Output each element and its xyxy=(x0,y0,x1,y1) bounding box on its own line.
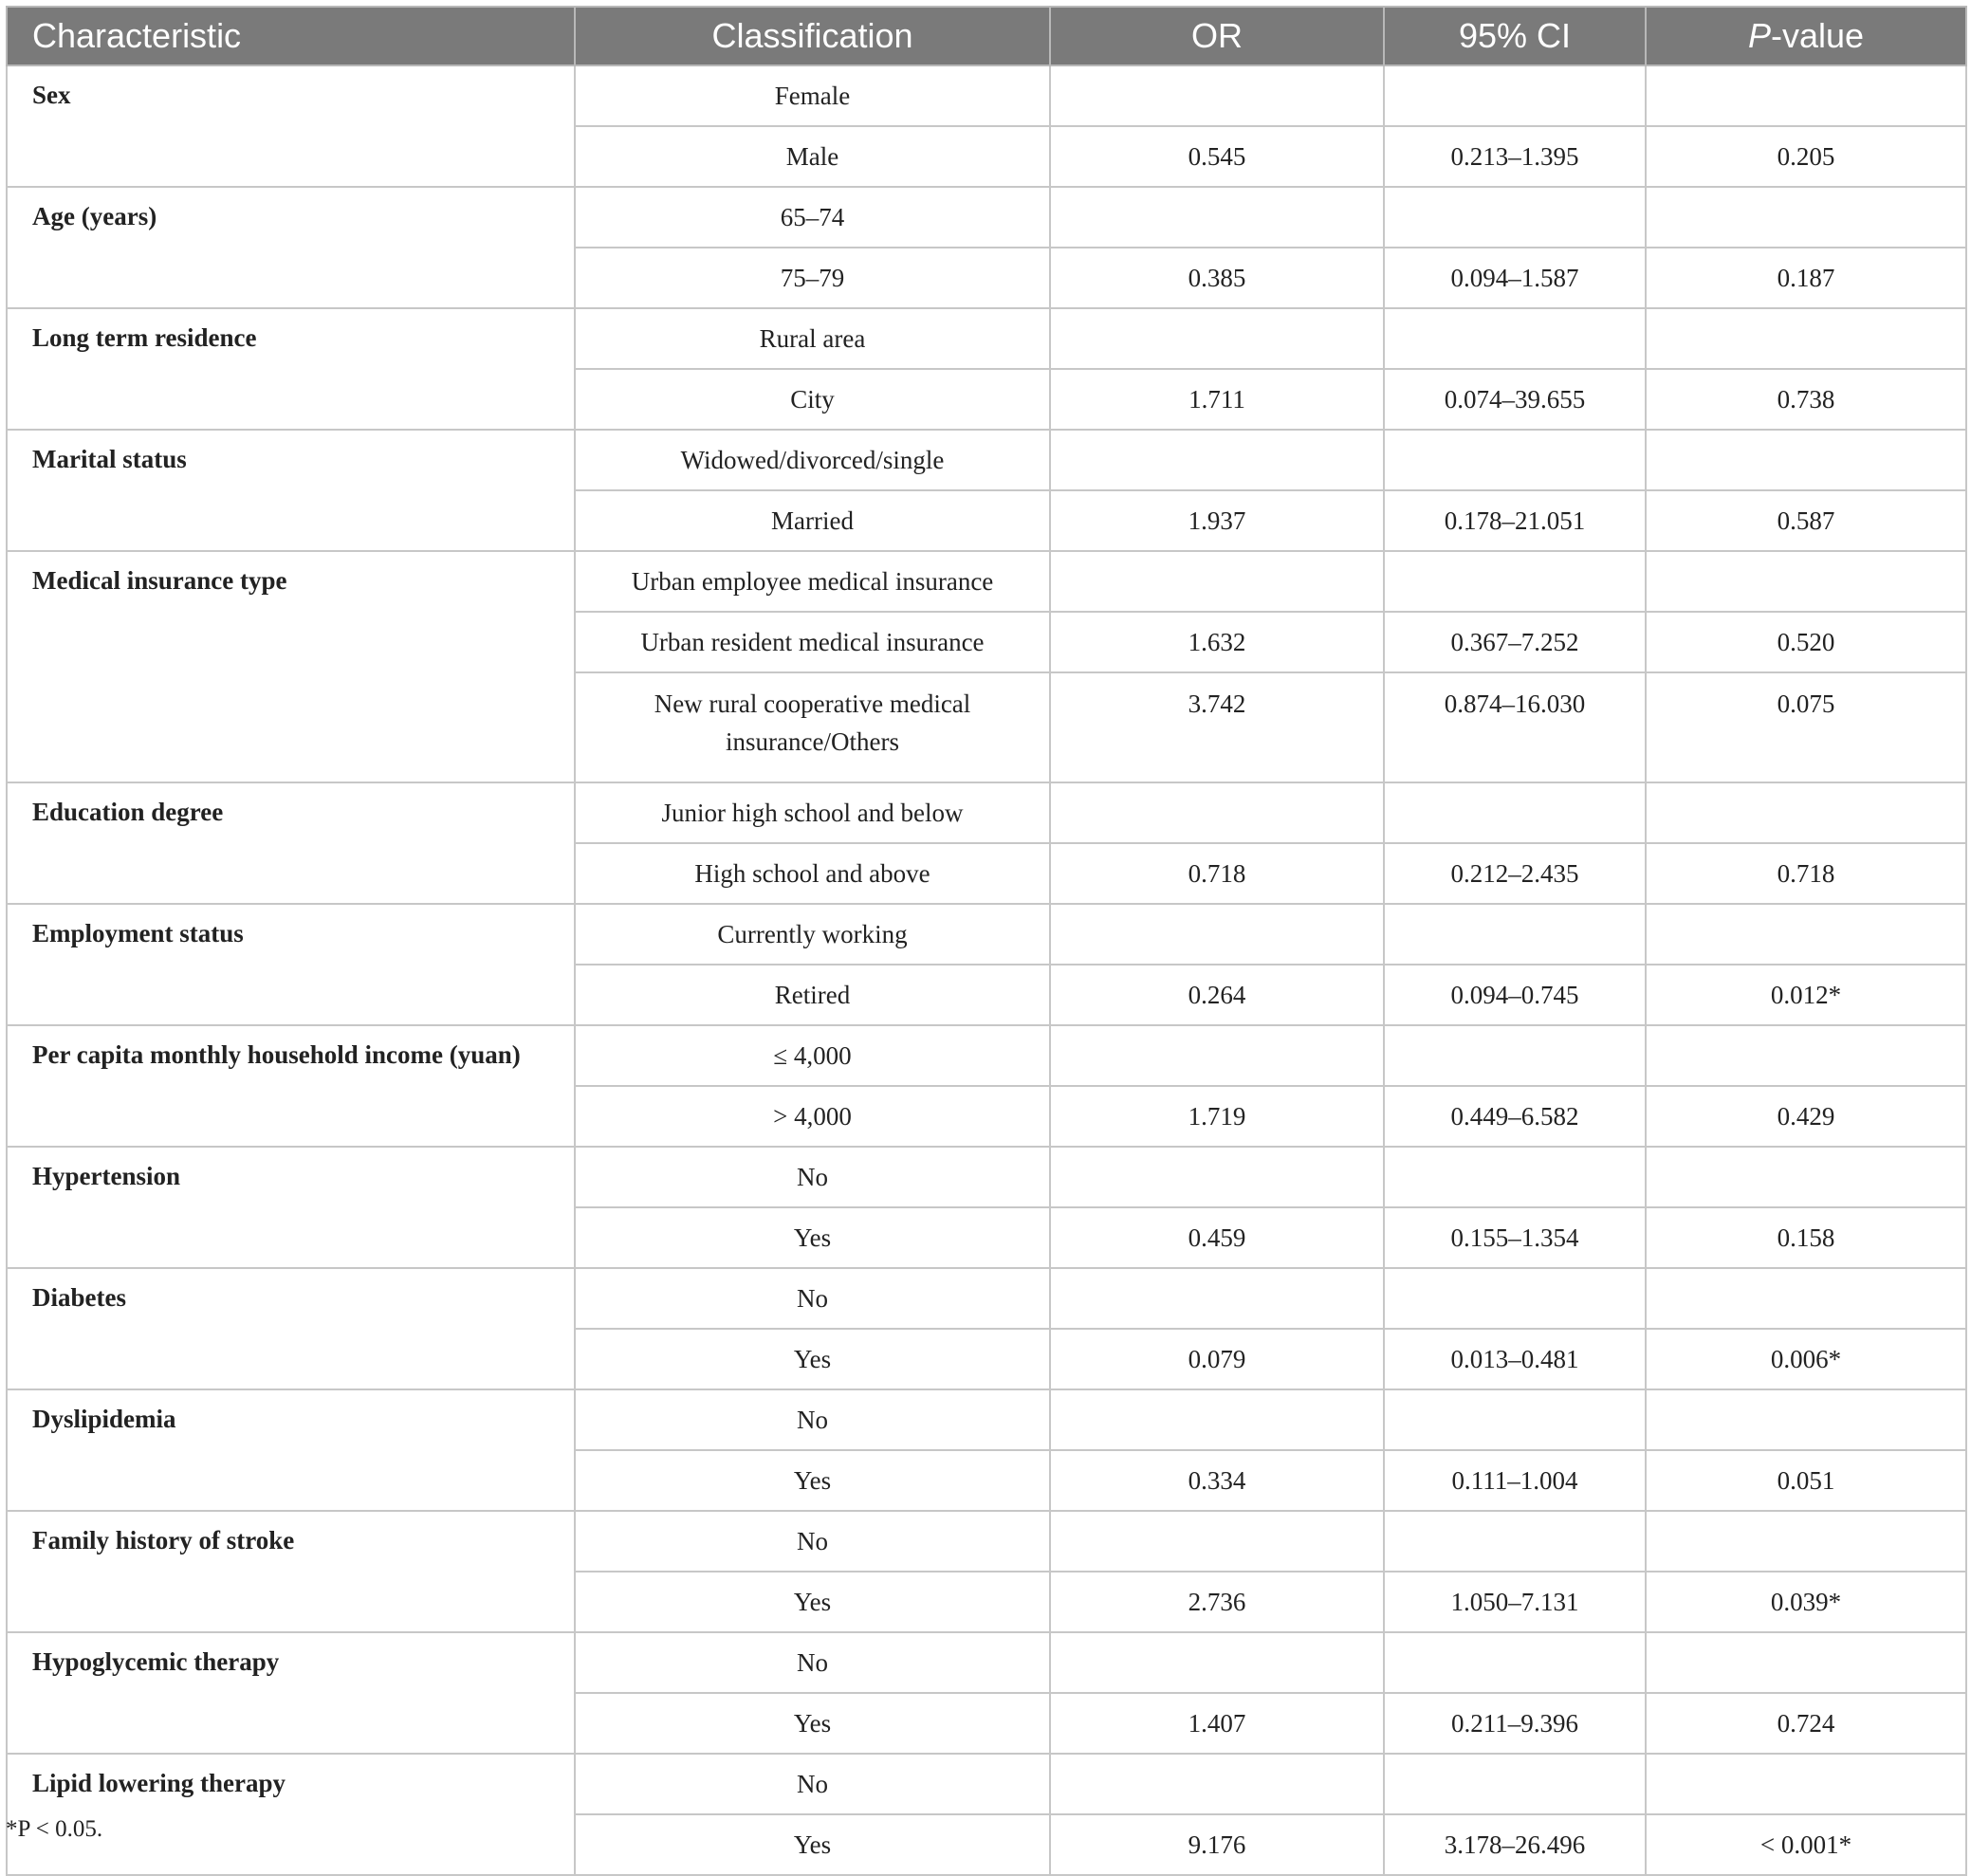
classification-cell: > 4,000 xyxy=(575,1086,1050,1147)
p-value-cell xyxy=(1646,1754,1966,1814)
characteristic-cell: Per capita monthly household income (yuan) xyxy=(7,1025,575,1147)
characteristic-cell: Diabetes xyxy=(7,1268,575,1389)
classification-cell: Urban resident medical insurance xyxy=(575,612,1050,672)
characteristic-cell: Education degree xyxy=(7,782,575,904)
or-cell xyxy=(1050,1632,1384,1693)
p-value-cell: 0.205 xyxy=(1646,126,1966,187)
p-value-cell: 0.006* xyxy=(1646,1329,1966,1389)
header-classification: Classification xyxy=(575,7,1050,65)
table-row xyxy=(7,1025,1966,1086)
table-row xyxy=(7,1511,1966,1572)
table-row xyxy=(7,65,1966,126)
characteristic-cell: Age (years) xyxy=(7,187,575,308)
ci-cell: 0.213–1.395 xyxy=(1384,126,1646,187)
p-value-cell xyxy=(1646,1147,1966,1207)
ci-cell: 0.449–6.582 xyxy=(1384,1086,1646,1147)
ci-cell: 0.094–1.587 xyxy=(1384,248,1646,308)
classification-cell: Urban employee medical insurance xyxy=(575,551,1050,612)
ci-cell xyxy=(1384,187,1646,248)
classification-cell: 65–74 xyxy=(575,187,1050,248)
table-body xyxy=(7,65,1966,1875)
or-cell: 0.459 xyxy=(1050,1207,1384,1268)
ci-cell: 0.094–0.745 xyxy=(1384,965,1646,1025)
or-cell xyxy=(1050,1754,1384,1814)
table-row xyxy=(7,430,1966,490)
or-cell xyxy=(1050,1268,1384,1329)
p-value-cell xyxy=(1646,308,1966,369)
p-value-cell: < 0.001* xyxy=(1646,1814,1966,1875)
p-value-cell xyxy=(1646,904,1966,965)
classification-cell: Junior high school and below xyxy=(575,782,1050,843)
ci-cell xyxy=(1384,65,1646,126)
or-cell: 0.264 xyxy=(1050,965,1384,1025)
p-value-cell xyxy=(1646,551,1966,612)
header-p-rest: -value xyxy=(1770,16,1865,55)
p-value-cell xyxy=(1646,430,1966,490)
ci-cell: 0.367–7.252 xyxy=(1384,612,1646,672)
classification-cell: Male xyxy=(575,126,1050,187)
or-cell xyxy=(1050,1025,1384,1086)
ci-cell: 3.178–26.496 xyxy=(1384,1814,1646,1875)
classification-cell: Retired xyxy=(575,965,1050,1025)
ci-cell xyxy=(1384,1268,1646,1329)
or-cell: 1.632 xyxy=(1050,612,1384,672)
table-row xyxy=(7,904,1966,965)
p-value-cell: 0.724 xyxy=(1646,1693,1966,1754)
p-value-cell: 0.718 xyxy=(1646,843,1966,904)
p-value-cell: 0.158 xyxy=(1646,1207,1966,1268)
classification-cell: Yes xyxy=(575,1572,1050,1632)
classification-cell: Yes xyxy=(575,1207,1050,1268)
table-row xyxy=(7,1147,1966,1207)
header-characteristic: Characteristic xyxy=(7,7,575,65)
characteristic-cell: Lipid lowering therapy xyxy=(7,1754,575,1875)
characteristic-cell: Medical insurance type xyxy=(7,551,575,782)
or-cell xyxy=(1050,308,1384,369)
characteristic-cell: Employment status xyxy=(7,904,575,1025)
ci-cell xyxy=(1384,904,1646,965)
classification-cell: Rural area xyxy=(575,308,1050,369)
classification-cell: No xyxy=(575,1632,1050,1693)
or-cell xyxy=(1050,1511,1384,1572)
classification-cell: ≤ 4,000 xyxy=(575,1025,1050,1086)
characteristic-cell: Dyslipidemia xyxy=(7,1389,575,1511)
ci-cell: 0.212–2.435 xyxy=(1384,843,1646,904)
p-value-cell: 0.012* xyxy=(1646,965,1966,1025)
classification-cell: No xyxy=(575,1754,1050,1814)
results-table-container xyxy=(6,6,1965,1876)
header-or: OR xyxy=(1050,7,1384,65)
or-cell xyxy=(1050,1389,1384,1450)
or-cell: 9.176 xyxy=(1050,1814,1384,1875)
header-p-italic: P xyxy=(1747,16,1771,55)
table-row xyxy=(7,1754,1966,1814)
p-value-cell: 0.039* xyxy=(1646,1572,1966,1632)
ci-cell xyxy=(1384,1754,1646,1814)
classification-cell: High school and above xyxy=(575,843,1050,904)
table-header xyxy=(7,7,1966,65)
classification-cell: Yes xyxy=(575,1450,1050,1511)
p-value-cell xyxy=(1646,782,1966,843)
or-cell xyxy=(1050,187,1384,248)
ci-cell: 0.178–21.051 xyxy=(1384,490,1646,551)
classification-cell: New rural cooperative medical insurance/Others xyxy=(575,672,1050,782)
classification-cell: Yes xyxy=(575,1693,1050,1754)
or-cell xyxy=(1050,1147,1384,1207)
or-cell xyxy=(1050,551,1384,612)
table-row xyxy=(7,782,1966,843)
classification-cell: City xyxy=(575,369,1050,430)
p-value-cell xyxy=(1646,1025,1966,1086)
ci-cell: 0.074–39.655 xyxy=(1384,369,1646,430)
p-value-cell xyxy=(1646,65,1966,126)
characteristic-cell: Family history of stroke xyxy=(7,1511,575,1632)
or-cell xyxy=(1050,782,1384,843)
ci-cell xyxy=(1384,1147,1646,1207)
logistic-regression-table xyxy=(6,6,1967,1876)
ci-cell xyxy=(1384,1632,1646,1693)
or-cell: 0.385 xyxy=(1050,248,1384,308)
classification-cell: Female xyxy=(575,65,1050,126)
table-row xyxy=(7,187,1966,248)
table-row xyxy=(7,1632,1966,1693)
classification-cell: Widowed/divorced/single xyxy=(575,430,1050,490)
or-cell xyxy=(1050,65,1384,126)
p-value-cell xyxy=(1646,1632,1966,1693)
classification-cell: Married xyxy=(575,490,1050,551)
ci-cell: 0.013–0.481 xyxy=(1384,1329,1646,1389)
characteristic-cell: Hypertension xyxy=(7,1147,575,1268)
or-cell: 3.742 xyxy=(1050,672,1384,782)
header-ci: 95% CI xyxy=(1384,7,1646,65)
p-value-cell: 0.075 xyxy=(1646,672,1966,782)
table-row xyxy=(7,308,1966,369)
or-cell: 0.334 xyxy=(1050,1450,1384,1511)
header-row xyxy=(7,7,1966,65)
or-cell xyxy=(1050,904,1384,965)
table-row xyxy=(7,1268,1966,1329)
p-value-cell: 0.187 xyxy=(1646,248,1966,308)
classification-cell: Currently working xyxy=(575,904,1050,965)
or-cell: 1.711 xyxy=(1050,369,1384,430)
p-value-cell: 0.520 xyxy=(1646,612,1966,672)
or-cell: 1.407 xyxy=(1050,1693,1384,1754)
characteristic-cell: Sex xyxy=(7,65,575,187)
p-value-cell: 0.587 xyxy=(1646,490,1966,551)
p-value-cell xyxy=(1646,1268,1966,1329)
or-cell: 1.719 xyxy=(1050,1086,1384,1147)
p-value-cell xyxy=(1646,187,1966,248)
p-value-cell: 0.051 xyxy=(1646,1450,1966,1511)
ci-cell xyxy=(1384,1511,1646,1572)
table-row xyxy=(7,1389,1966,1450)
or-cell: 0.545 xyxy=(1050,126,1384,187)
classification-cell: No xyxy=(575,1511,1050,1572)
ci-cell xyxy=(1384,551,1646,612)
classification-cell: No xyxy=(575,1268,1050,1329)
characteristic-cell: Hypoglycemic therapy xyxy=(7,1632,575,1754)
or-cell: 0.718 xyxy=(1050,843,1384,904)
characteristic-cell: Marital status xyxy=(7,430,575,551)
or-cell: 1.937 xyxy=(1050,490,1384,551)
ci-cell xyxy=(1384,308,1646,369)
ci-cell: 0.211–9.396 xyxy=(1384,1693,1646,1754)
header-p-value xyxy=(1646,7,1966,65)
classification-cell: No xyxy=(575,1147,1050,1207)
ci-cell xyxy=(1384,782,1646,843)
p-value-cell xyxy=(1646,1511,1966,1572)
table-row xyxy=(7,551,1966,612)
or-cell: 0.079 xyxy=(1050,1329,1384,1389)
p-value-cell: 0.429 xyxy=(1646,1086,1966,1147)
ci-cell: 0.874–16.030 xyxy=(1384,672,1646,782)
ci-cell xyxy=(1384,1025,1646,1086)
ci-cell xyxy=(1384,1389,1646,1450)
p-value-cell xyxy=(1646,1389,1966,1450)
table-footnote: *P < 0.05. xyxy=(6,1816,103,1842)
or-cell xyxy=(1050,430,1384,490)
classification-cell: 75–79 xyxy=(575,248,1050,308)
classification-cell: Yes xyxy=(575,1329,1050,1389)
ci-cell: 0.111–1.004 xyxy=(1384,1450,1646,1511)
ci-cell: 1.050–7.131 xyxy=(1384,1572,1646,1632)
characteristic-cell: Long term residence xyxy=(7,308,575,430)
ci-cell xyxy=(1384,430,1646,490)
classification-cell: Yes xyxy=(575,1814,1050,1875)
p-value-cell: 0.738 xyxy=(1646,369,1966,430)
or-cell: 2.736 xyxy=(1050,1572,1384,1632)
classification-cell: No xyxy=(575,1389,1050,1450)
ci-cell: 0.155–1.354 xyxy=(1384,1207,1646,1268)
